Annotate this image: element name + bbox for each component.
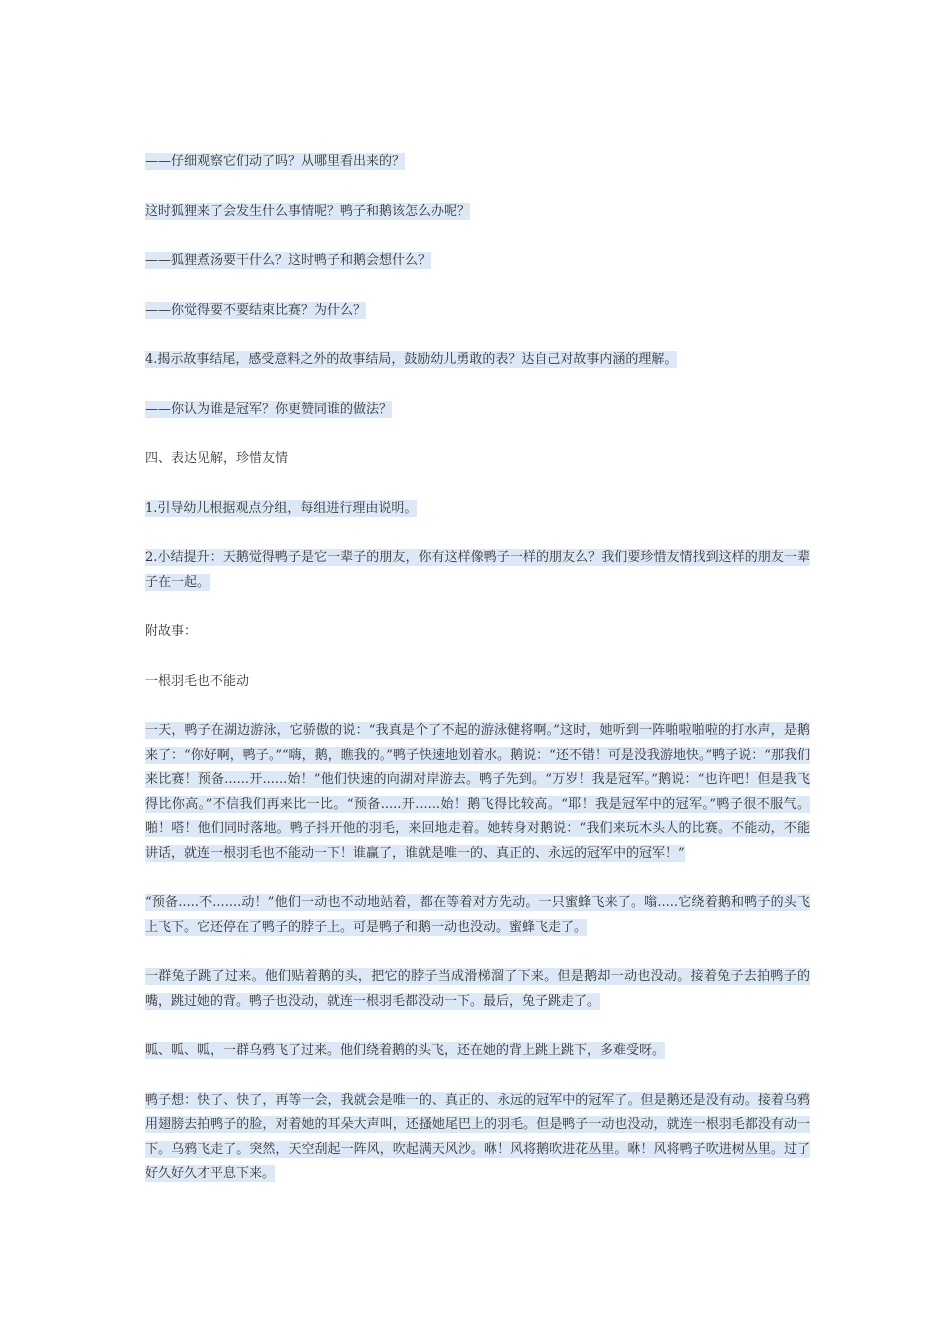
highlighted-text: 1.引导幼儿根据观点分组，每组进行理由说明。 — [145, 500, 418, 516]
story-paragraph-5 — [145, 1089, 810, 1187]
highlighted-text: 这时狐狸来了会发生什么事情呢？鸭子和鹅该怎么办呢？ — [145, 203, 471, 219]
question-who-is-champion — [145, 398, 810, 423]
highlighted-text: 2.小结提升：天鹅觉得鸭子是它一辈子的朋友，你有这样像鸭子一样的朋友么？我们要珍惜友情找到这样的朋友一辈子在一起。 — [145, 550, 810, 590]
document-page — [145, 150, 810, 1212]
section-heading-four — [145, 447, 810, 472]
question-fox-arrives — [145, 200, 810, 225]
highlighted-text: ——你认为谁是冠军？你更赞同谁的做法？ — [145, 401, 393, 417]
highlighted-text: 鸭子想：快了、快了，再等一会，我就会是唯一的、真正的、永远的冠军中的冠军了。但是鹅还是没有动。接着乌鸦用翅膀去拍鸭子的脸，对着她的耳朵大声叫，还搔她尾巴上的羽毛。但是鸭子一动也没动，就连一根羽毛都没有动一下。乌鸦飞走了。突然，天空刮起一阵风，吹起满天风沙。咻！风将鹅吹进花丛里。咻！风将鸭子吹进树丛里。过了好久好久才平息下来。 — [145, 1092, 810, 1181]
story-paragraph-3 — [145, 965, 810, 1014]
highlighted-text: ——仔细观察它们动了吗？从哪里看出来的？ — [145, 154, 406, 169]
story-title — [145, 670, 810, 695]
appendix-label — [145, 620, 810, 645]
appendix-label-text: 附故事： — [145, 624, 198, 639]
highlighted-text: ——你觉得要不要结束比赛？为什么？ — [145, 302, 367, 318]
highlighted-text: 一天，鸭子在湖边游泳，它骄傲的说：“我真是个了不起的游泳健将啊。”这时，她听到一阵啪啦啪啦的打水声，是鹅来了：“你好啊，鸭子。”“嗨，鹅，瞧我的。”鸭子快速地划着水。鹅说：“还不错！可是没我游地快。”鸭子说：“那我们来比赛！预备......开......始！”他们快速的向湖对岸游去。鸭子先到。“万岁！我是冠军。”鹅说：“也许吧！但是我飞得比你高。”不信我们再来比一比。“预备.....开......始！鹅飞得比较高。“耶！我是冠军中的冠军。”鸭子很不服气。啪！嗒！他们同时落地。鸭子抖开他的羽毛，来回地走着。她转身对鹅说：“我们来玩木头人的比赛。不能动，不能讲话，就连一根羽毛也不能动一下！谁赢了，谁就是唯一的、真正的、永远的冠军中的冠军！” — [145, 723, 810, 861]
story-paragraph-2 — [145, 891, 810, 940]
highlighted-text: ——狐狸煮汤要干什么？这时鸭子和鹅会想什么？ — [145, 253, 432, 268]
story-paragraph-1 — [145, 719, 810, 866]
story-paragraph-4 — [145, 1039, 810, 1064]
question-fox-soup — [145, 249, 810, 274]
highlighted-text: 4.揭示故事结尾，感受意料之外的故事结局，鼓励幼儿勇敢的表？达自己对故事内涵的理解。 — [145, 352, 678, 367]
step-1-grouping — [145, 497, 810, 522]
highlighted-text: “预备.....不.......动！”他们一动也不动地站着，都在等着对方先动。一只蜜蜂飞来了。嗡.....它绕着鹅和鸭子的头飞上飞下。它还停在了鸭子的脖子上。可是鸭子和鹅一动也没动。蜜蜂飞走了。 — [145, 895, 810, 935]
highlighted-text: 呱、呱、呱，一群乌鸦飞了过来。他们绕着鹅的头飞，还在她的背上跳上跳下，多难受呀。 — [145, 1043, 666, 1058]
highlighted-text: 一群兔子跳了过来。他们贴着鹅的头，把它的脖子当成滑梯溜了下来。但是鹅却一动也没动。接着兔子去拍鸭子的嘴，跳过她的背。鸭子也没动，就连一根羽毛都没动一下。最后，兔子跳走了。 — [145, 969, 810, 1009]
question-end-race — [145, 299, 810, 324]
step-4-reveal-ending — [145, 348, 810, 373]
step-2-summary — [145, 546, 810, 595]
question-observe-movement — [145, 150, 810, 175]
section-heading-text: 四、表达见解，珍惜友情 — [145, 451, 289, 466]
story-title-text: 一根羽毛也不能动 — [145, 673, 250, 689]
